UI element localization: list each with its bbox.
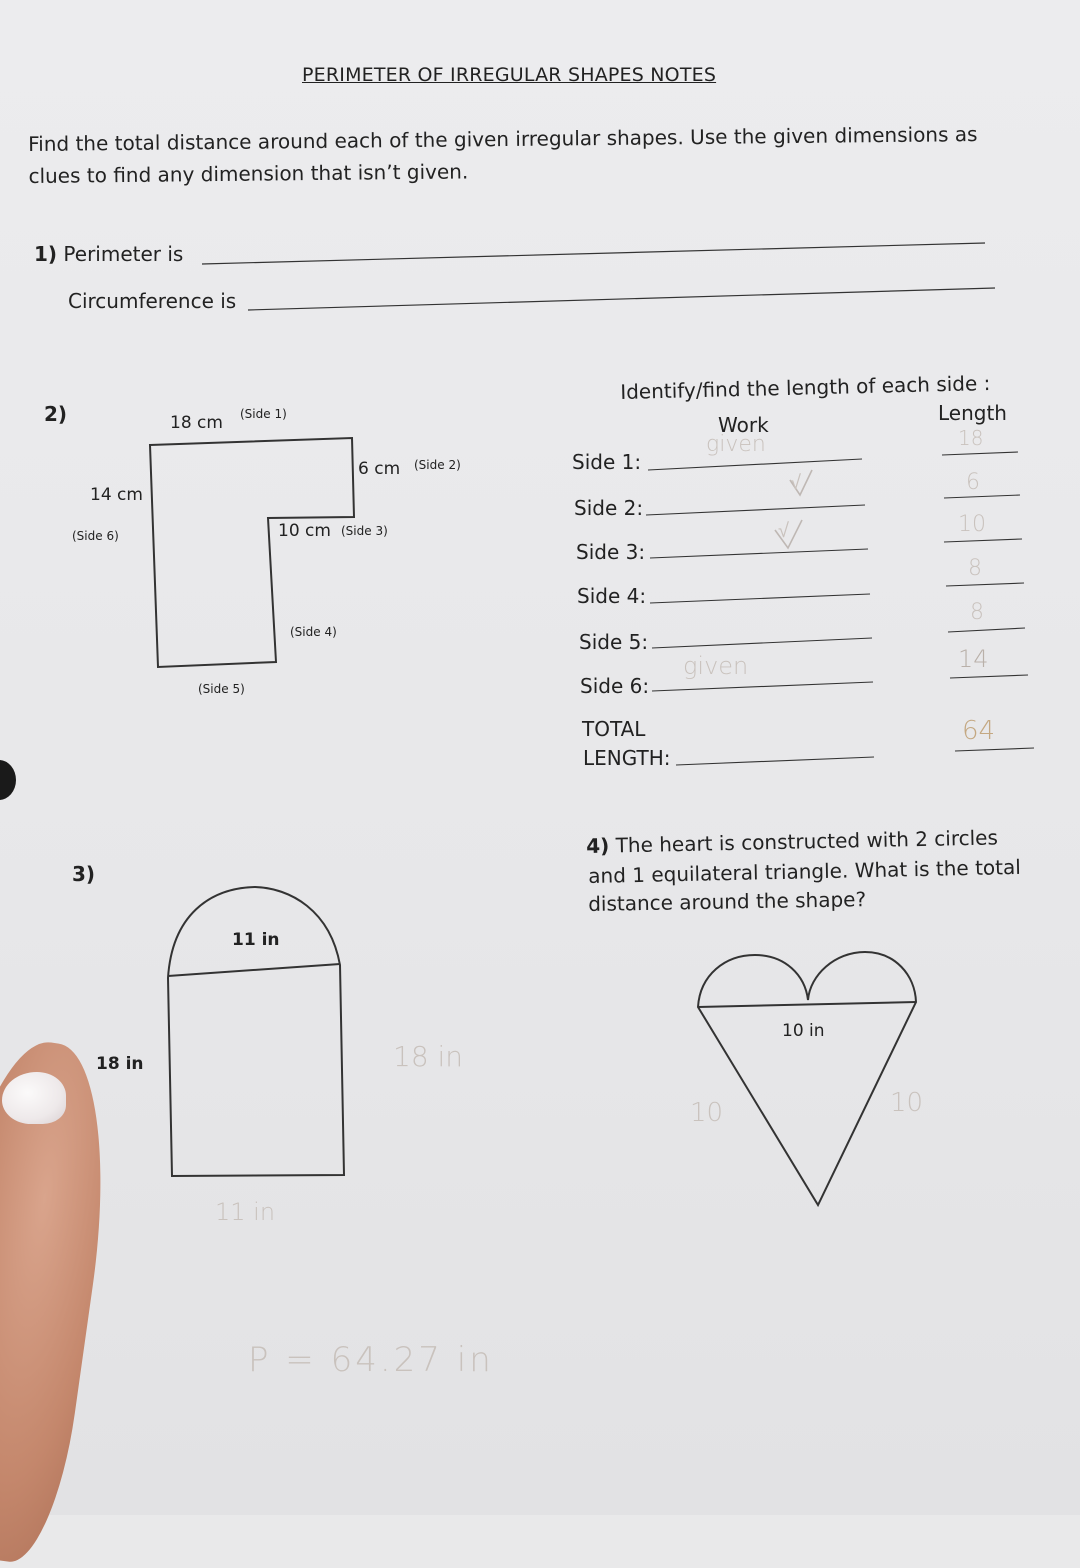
total-line (676, 757, 874, 765)
label-side6: (Side 6) (72, 529, 119, 543)
total-label-1: TOTAL (582, 717, 646, 741)
q4-number: 4) (586, 833, 610, 858)
heart-base-line (698, 1002, 916, 1007)
length-4: 8 (968, 556, 982, 581)
side-row-4-label: Side 4: (577, 584, 647, 608)
q3-hand-right: 18 in (393, 1040, 464, 1073)
q4-side: 10 in (782, 1021, 825, 1041)
work-line-4 (650, 594, 870, 603)
q3-diameter: 11 in (232, 930, 280, 950)
q4-hand-left: 10 (690, 1098, 724, 1128)
side-row-6-label: Side 6: (580, 674, 650, 698)
page-title: PERIMETER OF IRREGULAR SHAPES NOTES (302, 64, 717, 86)
q1-number: 1) (34, 242, 58, 266)
work-line-3 (650, 549, 868, 558)
length-1: 18 (958, 426, 984, 450)
length-line-total (955, 748, 1034, 751)
length-line-3 (944, 539, 1022, 542)
circumference-answer-line (248, 288, 995, 310)
dim-top: 18 cm (170, 413, 223, 433)
q4-text-2: and 1 equilateral triangle. What is the total (588, 854, 1022, 888)
dim-right-top: 6 cm (358, 459, 401, 479)
q3-hand-bottom: 11 in (215, 1198, 276, 1226)
work-line-6 (652, 682, 873, 691)
q3-hand-answer: P = 64.27 in (248, 1340, 494, 1380)
dim-inner: 10 cm (278, 521, 331, 541)
work-line-2 (646, 505, 865, 515)
circumference-label: Circumference is (68, 289, 237, 313)
side-row-1-label: Side 1: (572, 450, 642, 474)
q3-number: 3) (72, 862, 96, 886)
fingernail (2, 1072, 66, 1124)
length-line-5 (948, 628, 1025, 632)
side-row-3-label: Side 3: (576, 540, 646, 564)
q4-hand-right: 10 (890, 1088, 924, 1118)
label-side2: (Side 2) (414, 458, 461, 472)
perimeter-label: Perimeter is (63, 242, 184, 266)
instructions: Find the total distance around each of the given irregular shapes. Use the given dimensions as clues to find any dimension that isn’t given. (28, 122, 978, 188)
work-line-5 (652, 638, 872, 648)
dim-left: 14 cm (90, 485, 143, 505)
side-row-5-label: Side 5: (579, 630, 649, 654)
q4-text-3: distance around the shape? (588, 887, 867, 916)
perimeter-answer-line (202, 243, 985, 264)
label-side1: (Side 1) (240, 407, 287, 421)
total-label-2: LENGTH: (583, 746, 671, 770)
length-line-6 (950, 675, 1028, 678)
length-line-4 (946, 583, 1024, 586)
q4-text-1: The heart is constructed with 2 circles (615, 825, 999, 858)
length-line-2 (944, 495, 1020, 498)
work-1: given (706, 432, 766, 457)
q2-number: 2) (44, 402, 68, 426)
table-heading: Identify/find the length of each side : (620, 370, 991, 404)
col-length: Length (938, 401, 1007, 425)
q1-perimeter (34, 242, 183, 266)
q3-height: 18 in (96, 1054, 144, 1074)
length-5: 8 (970, 600, 984, 625)
length-line-1 (942, 452, 1018, 455)
col-work: Work (718, 413, 769, 437)
side-row-2-label: Side 2: (574, 496, 644, 520)
heart-shape (698, 952, 916, 1205)
label-side4: (Side 4) (290, 625, 337, 639)
work-2: √ (790, 470, 801, 494)
diameter-line (168, 964, 340, 976)
length-6: 14 (958, 645, 989, 673)
work-3: √ (778, 518, 789, 542)
label-side3: (Side 3) (341, 524, 388, 538)
length-3: 10 (958, 512, 986, 537)
label-side5: (Side 5) (198, 682, 245, 696)
total-value: 64 (962, 716, 996, 746)
work-line-1 (648, 459, 862, 470)
length-2: 6 (966, 470, 980, 495)
work-6: given (683, 652, 749, 680)
